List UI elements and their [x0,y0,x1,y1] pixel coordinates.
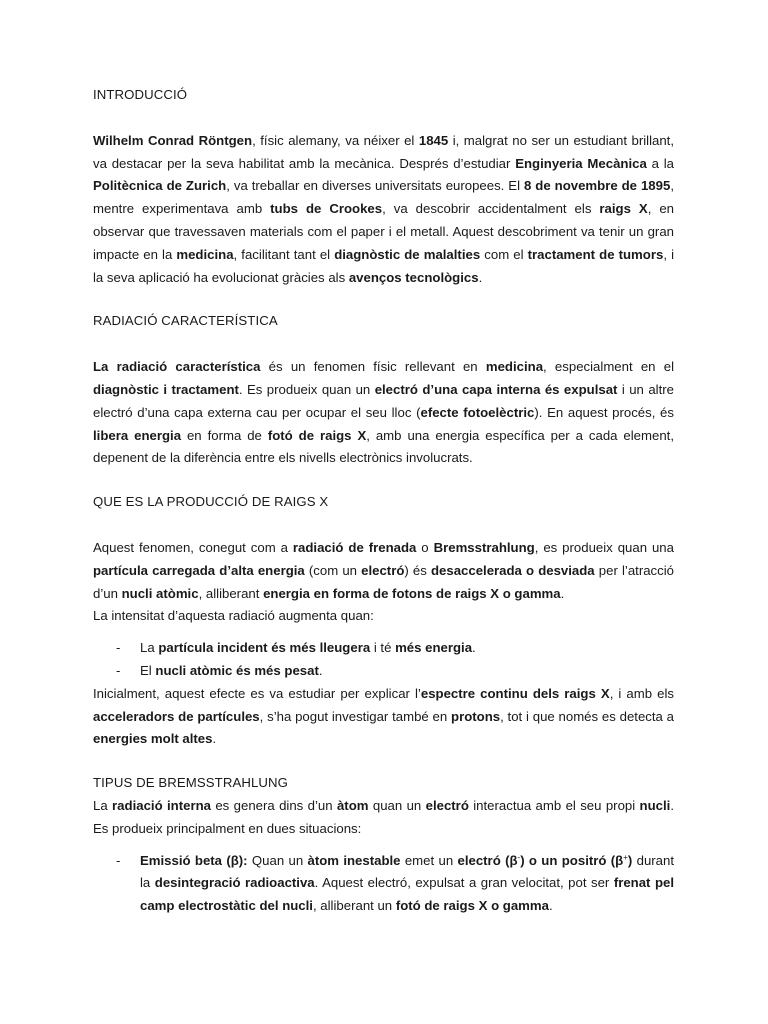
text-run: , facilitant tant el [233,246,335,262]
bold-run: avenços tecnològics [348,269,479,285]
text-run: , amb una energia específica per a cada element, depenent de la diferència entre els nivells electrònics involucrats. [93,427,675,466]
text-run: El [140,662,156,678]
text-run: i, malgrat no ser un estudiant brillant, va destacar per la seva habilitat amb la mecànica. Després d’estudiar [93,132,674,171]
text-run: . Aquest electró, expulsat a gran velocitat, pot ser [314,875,614,891]
paragraph-introduccio [93,130,674,290]
paragraph-radiacio-caracteristica [93,356,674,470]
text-run: , mentre experimentava amb [93,178,674,217]
text-run: quan un [368,797,426,813]
text-run: Aquest fenomen, conegut com a [93,539,293,555]
superscript-run: + [623,852,628,862]
bold-run: electró (β [457,852,518,868]
bold-run: medicina [176,246,234,262]
text-run: . [548,898,553,914]
paragraph-tipus [93,795,674,841]
text-run: , es produeix quan una [534,539,674,555]
bold-run: raigs X [599,201,648,217]
text-run: Quan un [247,852,308,868]
text-run: . [318,662,323,678]
bold-run: energia en forma de fotons de raigs X o gamma [263,585,561,601]
bold-run: partícula incident és més lleugera [158,640,371,656]
text-run: , alliberant un [312,898,396,914]
text-run: , especialment en el [543,359,675,375]
bold-run: tractament de tumors [527,246,664,262]
list-item [93,637,674,660]
text-run: , alliberant [198,585,264,601]
list-item [93,850,674,918]
text-run: en forma de [181,427,268,443]
bold-run: 1845 [418,132,449,148]
text-run: interactua amb el seu propi [468,797,640,813]
bold-run: efecte fotoelèctric [420,404,535,420]
bold-run: àtom inestable [307,852,401,868]
bold-run: fotó de raigs X [267,427,367,443]
bold-run: ) o un positró (β [520,852,624,868]
bold-run: tubs de Crookes [270,201,383,217]
text-run: . [472,640,476,656]
text-run: o [416,539,434,555]
heading-tipus-bremsstrahlung: TIPUS DE BREMSSTRAHLUNG [93,775,289,791]
superscript-run: - [517,852,521,862]
paragraph-produccio-1 [93,537,674,605]
text-run: La [93,797,113,813]
bold-run: diagnòstic de malalties [334,246,481,262]
text-run: , va treballar en diverses universitats europees. El [226,178,524,194]
text-run: , i amb els [609,685,674,701]
bold-run: diagnòstic i tractament [93,381,239,397]
list-produccio [93,637,674,683]
text-run: , en observar que travessaven materials com el paper i el metall. Aquest descobriment va tenir un gran impacte en la [93,201,675,262]
heading-produccio-raigs-x: QUE ES LA PRODUCCIÓ DE RAIGS X [93,494,329,510]
bold-run: electró [361,562,405,578]
bold-run: electró [425,797,469,813]
text-run: , físic alemany, va néixer el [252,132,419,148]
bold-run: frenat pel camp electrostàtic del nucli [140,875,674,914]
text-run: . Es produeix quan un [238,381,375,397]
paragraph-produccio-2: La intensitat d’aquesta radiació augmenta quan: [93,608,374,624]
text-run: durant la [140,852,675,891]
text-run: . Es produeix principalment en dues situacions: [93,797,674,836]
bold-run: acceleradors de partícules [93,708,260,724]
bold-run: espectre continu dels raigs X [420,685,610,701]
bold-run: desaccelerada o desviada [430,562,595,578]
list-bullet-dash: - [116,662,121,678]
paragraph-produccio-3 [93,683,674,751]
bold-run: més energia [395,640,473,656]
text-run: i té [370,640,396,656]
bold-run: nucli [639,797,671,813]
bold-run: partícula carregada d’alta energia [93,562,305,578]
bold-run: desintegració radioactiva [154,875,315,891]
list-tipus [93,850,674,918]
bold-run: radiació interna [112,797,211,813]
text-run: Inicialment, aquest efecte es va estudiar per explicar l’ [93,685,421,701]
text-run: per l’atracció d’un [93,562,675,601]
heading-radiacio-caracteristica: RADIACIÓ CARACTERÍSTICA [93,313,278,329]
list-item [93,660,674,683]
bold-run: 8 de novembre de 1895 [524,178,671,194]
text-run: i un altre electró d’una capa externa cau per ocupar el seu lloc ( [93,381,674,420]
bold-run: nucli atòmic [121,585,199,601]
bold-run: Emissió beta (β): [140,852,248,868]
bold-run: libera energia [93,427,182,443]
bold-run: medicina [485,359,544,375]
bold-run: radiació de frenada [292,539,417,555]
text-run: , i la seva aplicació ha evolucionat gràcies als [93,246,674,285]
text-run: . [560,585,565,601]
bold-run: àtom [336,797,369,813]
text-run: , tot i que només es detecta a [500,708,674,724]
bold-run: energies molt altes [93,731,213,747]
heading-introduccio: INTRODUCCIÓ [93,87,188,102]
text-run: La [140,640,159,656]
text-run: emet un [400,852,458,868]
list-bullet-dash: - [116,640,121,656]
bold-run: nucli atòmic és més pesat [155,662,319,678]
bold-run: fotó de raigs X o gamma [395,898,549,914]
text-run: és un fenomen físic rellevant en [260,359,486,375]
text-run: ). En aquest procés, és [534,404,674,420]
bold-run: electró d’una capa interna és expulsat [374,381,618,397]
text-run: com el [480,246,528,262]
text-run: ) és [404,562,431,578]
bold-run: protons [451,708,501,724]
text-run: . [212,731,217,747]
bold-run: La radiació característica [93,359,261,375]
bold-run: ) [627,852,633,868]
list-bullet-dash: - [116,852,121,868]
text-run: a la [646,155,674,171]
text-run: (com un [304,562,362,578]
text-run: . [478,269,483,285]
text-run: , s’ha pogut investigar també en [259,708,452,724]
text-run: , va descobrir accidentalment els [382,201,600,217]
bold-run: Wilhelm Conrad Röntgen [93,132,253,148]
bold-run: Enginyeria Mecànica [515,155,647,171]
bold-run: Bremsstrahlung [433,539,535,555]
text-run: es genera dins d’un [210,797,337,813]
bold-run: Politècnica de Zurich [93,178,227,194]
